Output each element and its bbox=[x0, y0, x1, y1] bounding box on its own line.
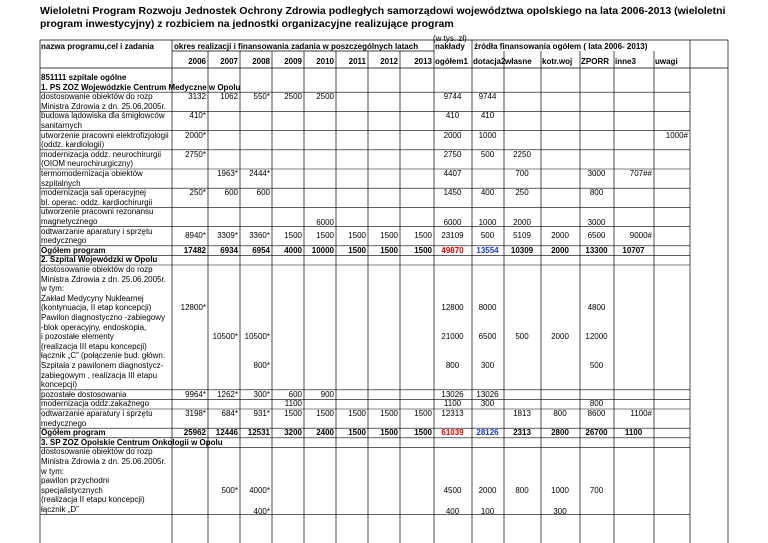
value-inne: 9000# bbox=[629, 231, 652, 241]
header-year: 2009 bbox=[284, 57, 302, 66]
value-ogolem: 6000 bbox=[443, 217, 462, 227]
value-zpor: 500 bbox=[589, 361, 604, 370]
value-kotrwoj: 2000 bbox=[551, 231, 569, 241]
row-label: sanitarnych bbox=[41, 121, 82, 130]
value-y2009: 600 bbox=[288, 389, 302, 399]
value-y2007: 3309* bbox=[217, 231, 238, 241]
value-zpor: 800 bbox=[589, 188, 604, 198]
value-wlasne: 2000 bbox=[513, 217, 531, 227]
row-label: 851111 szpitale ogólne bbox=[41, 73, 127, 82]
value-ogolem: 400 bbox=[445, 506, 460, 516]
value-y2008: 3360* bbox=[249, 231, 270, 241]
value-y2006: 12800* bbox=[180, 303, 206, 313]
value-wlasne: 5109 bbox=[513, 231, 531, 241]
row-label: bl. operac. oddz. kardiochirurgii bbox=[41, 197, 153, 207]
total-y2011: 1500 bbox=[348, 245, 366, 255]
total-wlasne: 2313 bbox=[513, 428, 531, 438]
row-label: modernizacja oddz. neurochirurgii bbox=[41, 149, 162, 159]
row-label: Ogółem program bbox=[41, 428, 106, 438]
value-dotacja: 500 bbox=[480, 149, 495, 159]
header-year: 2010 bbox=[316, 57, 334, 66]
row-label: Ministra Zdrowia z dn. 25.06.2005r. bbox=[41, 274, 166, 284]
row-label: koncepcji) bbox=[41, 380, 78, 390]
value-y2008: 550* bbox=[253, 92, 270, 102]
total-y2008: 12531 bbox=[247, 428, 270, 438]
row-label: Pawilon diagnostyczno -zabiegowy bbox=[41, 313, 166, 322]
total-y2010: 10000 bbox=[311, 245, 334, 255]
value-wlasne: 500 bbox=[515, 332, 529, 342]
total-dotacja: 28126 bbox=[476, 428, 499, 438]
row-label: łącznik „C” (połączenie bud. główn. bbox=[41, 351, 166, 361]
value-dotacja: 13026 bbox=[476, 389, 499, 399]
total-kotrwoj: 2000 bbox=[551, 245, 569, 255]
row-label: modernizacja oddz.zakaźnego bbox=[41, 399, 150, 409]
value-y2006: 3198* bbox=[185, 409, 206, 418]
header-zpor: ZPORR bbox=[581, 57, 609, 66]
row-label: odtwarzanie aparatury i sprzętu bbox=[41, 409, 153, 418]
header-year: 2006 bbox=[188, 57, 206, 66]
row-label: dostosowanie obiektów do rozp bbox=[41, 447, 153, 457]
total-ogolem: 61039 bbox=[441, 428, 464, 438]
value-ogolem: 1100 bbox=[443, 399, 462, 409]
header-year: 2012 bbox=[380, 57, 398, 66]
header-period: okres realizacji i finansowania zadania w poszczególnych latach bbox=[174, 42, 419, 51]
value-y2013: 1500 bbox=[414, 409, 432, 418]
unit-label: (w tys. zł) bbox=[433, 34, 467, 43]
value-wlasne: 1813 bbox=[513, 409, 531, 418]
total-y2007: 6934 bbox=[220, 245, 238, 255]
row-label: medycznego bbox=[41, 236, 87, 246]
value-y2008: 931* bbox=[253, 409, 270, 418]
value-dotacja: 300 bbox=[480, 361, 495, 370]
value-zpor: 6500 bbox=[587, 231, 606, 241]
row-label: (realizacja II etapu koncepcji) bbox=[41, 495, 145, 505]
value-ogolem: 23109 bbox=[441, 231, 464, 241]
total-y2012: 1500 bbox=[380, 428, 398, 438]
header-name: nazwa programu,cel i zadania bbox=[41, 42, 154, 51]
value-dotacja: 1000 bbox=[478, 130, 497, 140]
total-y2012: 1500 bbox=[380, 245, 398, 255]
total-y2006: 17482 bbox=[183, 245, 206, 255]
total-ogolem: 49870 bbox=[441, 245, 464, 255]
header-year: 2013 bbox=[414, 57, 432, 66]
row-label: (OIOM neurochirurgiczny) bbox=[41, 159, 134, 169]
value-y2007: 684* bbox=[221, 409, 238, 418]
value-ogolem: 12313 bbox=[441, 409, 464, 418]
total-zpor: 26700 bbox=[585, 428, 608, 438]
value-y2007: 500* bbox=[221, 485, 238, 495]
row-label: dostosowanie obiektów do rozp bbox=[41, 265, 153, 274]
value-zpor: 3000 bbox=[587, 217, 606, 227]
value-y2007: 1963* bbox=[217, 169, 238, 178]
header-uwagi: uwagi bbox=[655, 57, 678, 66]
row-label: budowa lądowiska dla śmigłowców bbox=[41, 111, 165, 121]
value-y2008: 4000* bbox=[249, 485, 270, 495]
value-zpor: 8600 bbox=[587, 409, 606, 418]
header-year: 2007 bbox=[220, 57, 238, 66]
row-label: zabiegowym , realizacja III etapu bbox=[41, 370, 158, 380]
value-y2008: 300* bbox=[253, 389, 270, 399]
row-label: termomodernizacja obiektów bbox=[41, 169, 143, 178]
value-ogolem: 2000 bbox=[443, 130, 462, 140]
header-dotacja: dotacja2 bbox=[473, 57, 506, 66]
total-inne: 10707 bbox=[622, 245, 645, 255]
value-y2012: 1500 bbox=[380, 231, 398, 241]
total-y2013: 1500 bbox=[414, 245, 432, 255]
value-y2007: 10500* bbox=[212, 332, 238, 342]
header-year: 2008 bbox=[252, 57, 270, 66]
value-uwagi: 1000# bbox=[665, 130, 688, 140]
row-label: pawilon przychodni bbox=[41, 476, 110, 486]
value-ogolem: 1450 bbox=[443, 188, 462, 198]
total-y2010: 2400 bbox=[316, 428, 334, 438]
value-y2006: 410* bbox=[189, 111, 206, 121]
row-label: utworzenie pracowni rezonansu bbox=[41, 207, 154, 217]
value-ogolem: 12800 bbox=[441, 303, 464, 313]
value-y2008: 10500* bbox=[244, 332, 270, 342]
value-ogolem: 4500 bbox=[443, 485, 462, 495]
value-dotacja: 2000 bbox=[478, 485, 497, 495]
value-y2008: 600 bbox=[256, 188, 270, 198]
value-dotacja: 300 bbox=[480, 399, 495, 409]
row-label: Zakład Medycyny Nuklearnej bbox=[41, 293, 144, 303]
header-wlasne: własne bbox=[505, 57, 532, 66]
row-label: Ministra Zdrowia z dn. 25.06.2005r. bbox=[41, 457, 166, 466]
total-y2008: 6954 bbox=[252, 245, 270, 255]
value-y2006: 8940* bbox=[185, 231, 206, 241]
document-title: Wieloletni Program Rozwoju Jednostek Ochrony Zdrowia podległych samorządowi województwa opolskiego na lata 2006-2013 (wieloletni program inwestycyjny) z rozbiciem na jednostki organizacyjne realizujące program bbox=[40, 5, 726, 30]
value-y2010: 2500 bbox=[316, 92, 334, 102]
value-y2009: 1100 bbox=[284, 399, 302, 409]
row-label: łącznik „D” bbox=[41, 505, 79, 514]
value-y2006: 3132 bbox=[188, 92, 206, 102]
value-y2006: 2750* bbox=[185, 149, 206, 159]
value-y2011: 1500 bbox=[348, 231, 366, 241]
total-zpor: 13300 bbox=[585, 245, 608, 255]
value-y2010: 1500 bbox=[316, 231, 334, 241]
row-label: w tym: bbox=[41, 284, 65, 294]
value-kotrwoj: 2000 bbox=[551, 332, 569, 342]
value-y2006: 2000* bbox=[185, 130, 206, 140]
value-ogolem: 21000 bbox=[441, 332, 464, 342]
row-label: Ministra Zdrowia z dn. 25.06.2005r. bbox=[41, 101, 166, 111]
value-y2008: 400* bbox=[253, 506, 270, 516]
row-label: Ogółem program bbox=[41, 245, 106, 255]
value-dotacja: 410 bbox=[480, 111, 495, 121]
value-ogolem: 13026 bbox=[441, 389, 464, 399]
value-zpor: 12000 bbox=[585, 332, 608, 342]
row-label: odtwarzanie aparatury i sprzętu bbox=[41, 226, 153, 236]
value-dotacja: 400 bbox=[480, 188, 495, 198]
value-dotacja: 500 bbox=[480, 231, 495, 241]
header-ogolem: ogółem1 bbox=[435, 57, 468, 66]
value-ogolem: 9744 bbox=[443, 92, 462, 102]
value-zpor: 3000 bbox=[587, 169, 606, 178]
row-label: i pozostałe elementy bbox=[41, 332, 114, 342]
value-wlasne: 250 bbox=[515, 188, 529, 198]
row-label: 1. PS ZOZ Wojewódzkie Centrum Medyczne w Opolu bbox=[41, 82, 241, 92]
header-inne: inne3 bbox=[615, 57, 636, 66]
value-y2011: 1500 bbox=[348, 409, 366, 418]
value-y2010: 1500 bbox=[316, 409, 334, 418]
value-wlasne: 2250 bbox=[513, 149, 531, 159]
row-label: Szpitala z pawilonem diagnostycz- bbox=[41, 361, 164, 370]
value-kotrwoj: 1000 bbox=[551, 485, 569, 495]
value-inne: 707## bbox=[629, 169, 652, 178]
value-y2008: 800* bbox=[253, 361, 270, 370]
value-dotacja: 9744 bbox=[478, 92, 497, 102]
value-y2012: 1500 bbox=[380, 409, 398, 418]
row-label: (oddz. kardiologii) bbox=[41, 140, 105, 150]
total-kotrwoj: 2800 bbox=[551, 428, 569, 438]
total-y2009: 3200 bbox=[284, 428, 302, 438]
header-year: 2011 bbox=[348, 57, 366, 66]
value-y2007: 1262* bbox=[217, 389, 238, 399]
row-label: w tym: bbox=[41, 466, 65, 476]
value-dotacja: 8000 bbox=[478, 303, 497, 313]
value-kotrwoj: 300 bbox=[553, 506, 567, 516]
total-inne: 1100 bbox=[624, 428, 643, 438]
header-kotrwoj: kotr.woj bbox=[542, 57, 573, 66]
value-y2010: 900 bbox=[320, 389, 334, 399]
row-label: (realizacja III etapu koncepcji) bbox=[41, 341, 147, 351]
row-label: szpitalnych bbox=[41, 178, 81, 188]
row-label: medycznego bbox=[41, 418, 87, 428]
header-sources: źródła finansowania ogółem ( lata 2006- 2013) bbox=[474, 42, 648, 51]
row-label: modernizacja sali operacyjnej bbox=[41, 188, 146, 198]
value-y2006: 9964* bbox=[185, 389, 206, 399]
row-label: -blok operacyjny, endoskopia, bbox=[41, 322, 147, 332]
value-wlasne: 700 bbox=[515, 169, 529, 178]
value-dotacja: 1000 bbox=[478, 217, 497, 227]
row-label: specjalistycznych bbox=[41, 485, 103, 495]
value-zpor: 800 bbox=[589, 399, 604, 409]
total-y2011: 1500 bbox=[348, 428, 366, 438]
value-wlasne: 800 bbox=[515, 485, 529, 495]
total-dotacja: 13554 bbox=[476, 245, 499, 255]
total-y2009: 4000 bbox=[284, 245, 302, 255]
value-zpor: 700 bbox=[589, 485, 604, 495]
value-dotacja: 100 bbox=[480, 506, 495, 516]
value-y2008: 2444* bbox=[249, 169, 270, 178]
value-y2010: 6000 bbox=[316, 217, 334, 227]
value-y2013: 1500 bbox=[414, 231, 432, 241]
row-label: dostosowanie obiektów do rozp bbox=[41, 92, 153, 102]
value-y2009: 1500 bbox=[284, 231, 302, 241]
value-dotacja: 6500 bbox=[478, 332, 497, 342]
row-label: (kontynuacja, II etap koncepcji) bbox=[41, 303, 152, 313]
value-ogolem: 800 bbox=[445, 361, 460, 370]
total-y2006: 25962 bbox=[183, 428, 206, 438]
value-ogolem: 2750 bbox=[443, 149, 462, 159]
total-wlasne: 10309 bbox=[510, 245, 534, 255]
value-y2006: 250* bbox=[189, 188, 206, 198]
value-y2009: 2500 bbox=[284, 92, 302, 102]
value-zpor: 4800 bbox=[587, 303, 606, 313]
value-ogolem: 410 bbox=[445, 111, 460, 121]
value-kotrwoj: 800 bbox=[553, 409, 567, 418]
row-label: 3. SP ZOZ Opolskie Centrum Onkologii w Opolu bbox=[41, 437, 223, 447]
value-y2009: 1500 bbox=[284, 409, 302, 418]
value-y2007: 1062 bbox=[220, 92, 238, 102]
row-label: utworzenie pracowni elektrofizjologii bbox=[41, 130, 169, 140]
row-label: 2. Szpital Wojewódzki w Opolu bbox=[41, 255, 158, 265]
row-label: pozostałe dostosowania bbox=[41, 389, 127, 399]
header-naklady: nakłady bbox=[435, 42, 465, 51]
value-ogolem: 4407 bbox=[443, 169, 462, 178]
total-y2007: 12446 bbox=[215, 428, 238, 438]
value-inne: 1100# bbox=[630, 409, 652, 418]
row-label: magnetycznego bbox=[41, 217, 98, 226]
value-y2007: 600 bbox=[224, 188, 238, 198]
total-y2013: 1500 bbox=[414, 428, 432, 438]
